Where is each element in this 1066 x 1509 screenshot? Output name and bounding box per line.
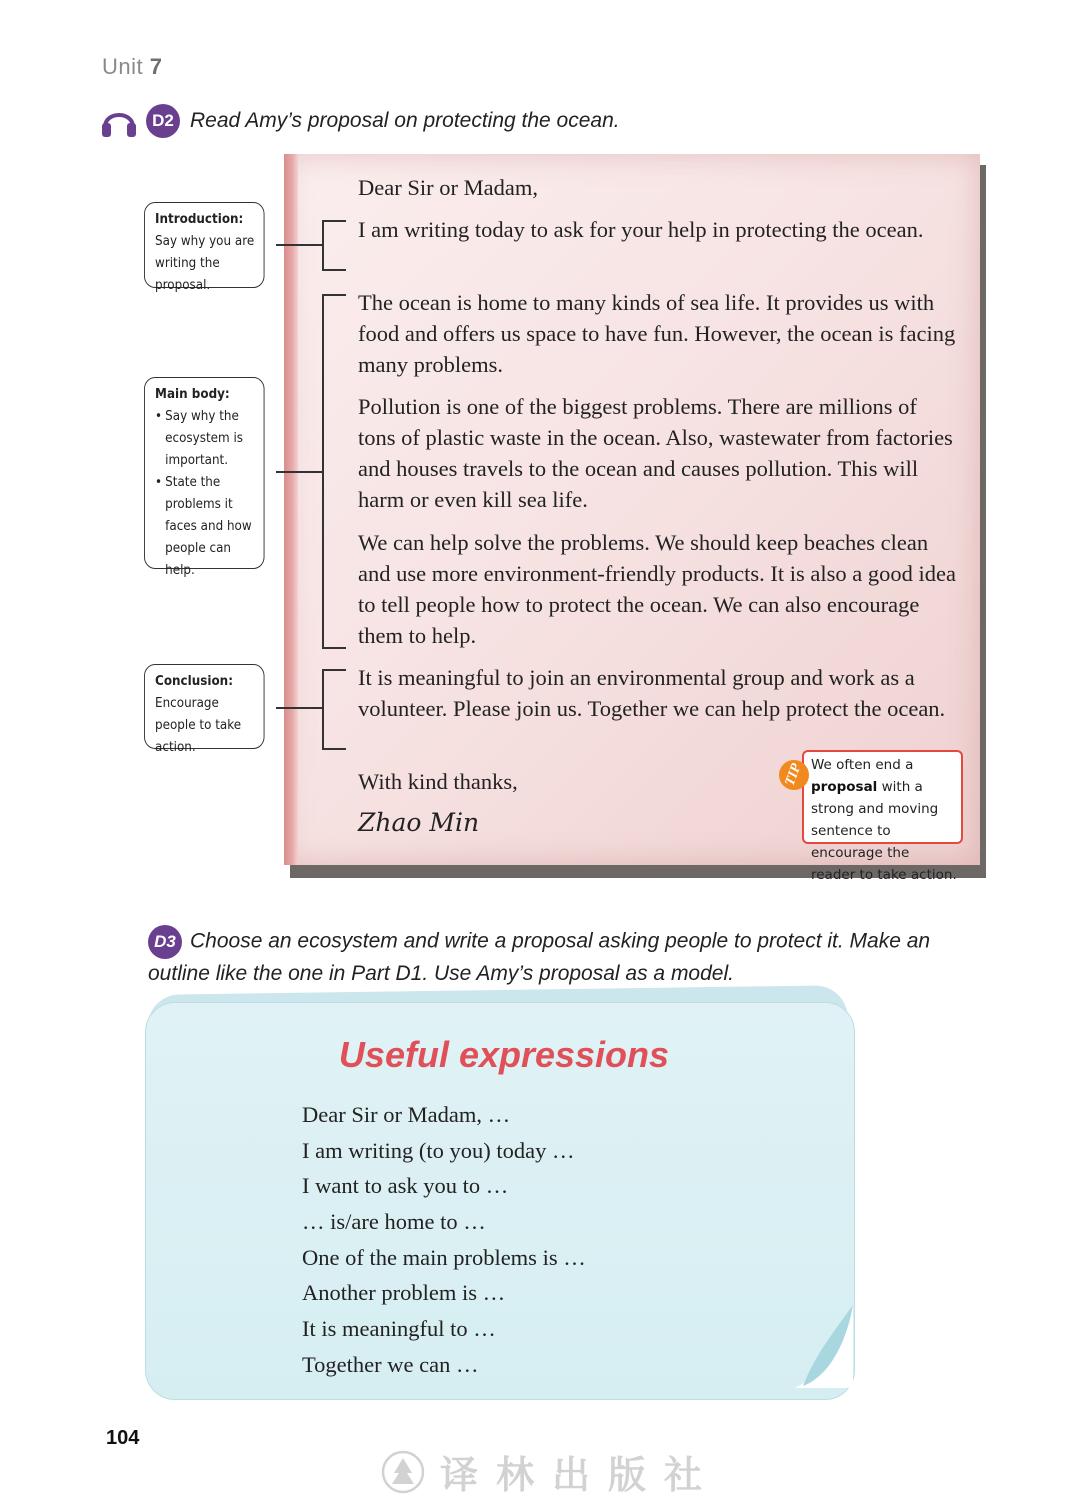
sidebox-main-body-bullet: • State the problems it faces and how people can help. <box>155 472 258 582</box>
letter-paragraph-body-1: The ocean is home to many kinds of sea life. It provides us with food and offers us space to have fun. However, the ocean is facing many problems. <box>358 290 956 377</box>
tip-bold-word: proposal <box>811 779 878 795</box>
sidebox-main-body-list <box>155 406 258 582</box>
letter-paragraph-body-3: We can help solve the problems. We should keep beaches clean and use more environment-friendly products. It is also a good idea to tell people how to protect the ocean. We can also encourage them to help. <box>358 530 956 648</box>
sidebox-main-body <box>144 377 265 578</box>
expression-item: Together we can … <box>302 1352 479 1377</box>
expression-item: I want to ask you to … <box>302 1173 509 1198</box>
sidebox-introduction-heading: Introduction: <box>155 212 244 227</box>
expression-item: One of the main problems is … <box>302 1245 586 1270</box>
letter-paragraph-conclusion: It is meaningful to join an environmental group and work as a volunteer. Please join us. Together we can help protect the ocean. <box>358 665 946 721</box>
sidebox-introduction-text: Say why you are writing the proposal. <box>155 234 255 293</box>
page-number: 104 <box>106 1427 140 1449</box>
expression-item: It is meaningful to … <box>302 1316 496 1341</box>
letter-paragraph-intro: I am writing today to ask for your help in protecting the ocean. <box>358 217 924 242</box>
task-badge-d3: D3 <box>148 925 182 959</box>
sidebox-conclusion <box>144 664 265 755</box>
sidebox-conclusion-heading: Conclusion: <box>155 674 233 689</box>
task-d3 <box>148 925 948 989</box>
letter-paragraph-body-2: Pollution is one of the biggest problems. There are millions of tons of plastic waste in the ocean. Also, wastewater from factories and houses travels to the ocean and causes pollution. This will harm or even kill sea life. <box>358 394 953 512</box>
letter-closing: With kind thanks, <box>358 769 518 794</box>
task-badge-d2: D2 <box>146 104 180 138</box>
publisher-watermark <box>380 1444 720 1499</box>
unit-number: 7 <box>149 54 163 79</box>
unit-label: Unit <box>102 54 144 79</box>
task-d2-instruction: Read Amy’s proposal on protecting the ocean. <box>190 109 620 132</box>
expression-item: … is/are home to … <box>302 1209 486 1234</box>
task-d3-instruction: Choose an ecosystem and write a proposal asking people to protect it. Make an outline like the one in Part D1. Use Amy’s proposal as a model. <box>148 929 931 985</box>
page-curl-icon <box>775 1300 855 1390</box>
headphones-icon <box>100 103 138 139</box>
letter-signature: Zhao Min <box>358 808 480 837</box>
task-d2 <box>100 103 620 139</box>
tip-badge: TIP <box>775 756 813 794</box>
expression-item: Another problem is … <box>302 1280 506 1305</box>
publisher-logo-icon <box>380 1449 426 1495</box>
expression-item: I am writing (to you) today … <box>302 1138 575 1163</box>
tip-box <box>802 750 963 883</box>
expression-item: Dear Sir or Madam, … <box>302 1102 511 1127</box>
sidebox-introduction <box>144 202 265 293</box>
sidebox-conclusion-text: Encourage people to take action. <box>155 696 242 755</box>
letter-salutation: Dear Sir or Madam, <box>358 175 538 200</box>
publisher-name: 译林出版社 <box>440 1452 721 1497</box>
sidebox-main-body-heading: Main body: <box>155 387 230 402</box>
useful-expressions-title: Useful expressions <box>338 1034 670 1075</box>
letter-spine <box>284 154 298 865</box>
unit-header <box>102 54 163 80</box>
tip-text-before: We often end a <box>811 757 914 773</box>
sidebox-main-body-bullet: • Say why the ecosystem is important. <box>155 406 258 472</box>
tip-text-after: with a strong and moving sentence to encourage the reader to take action. <box>811 779 957 883</box>
